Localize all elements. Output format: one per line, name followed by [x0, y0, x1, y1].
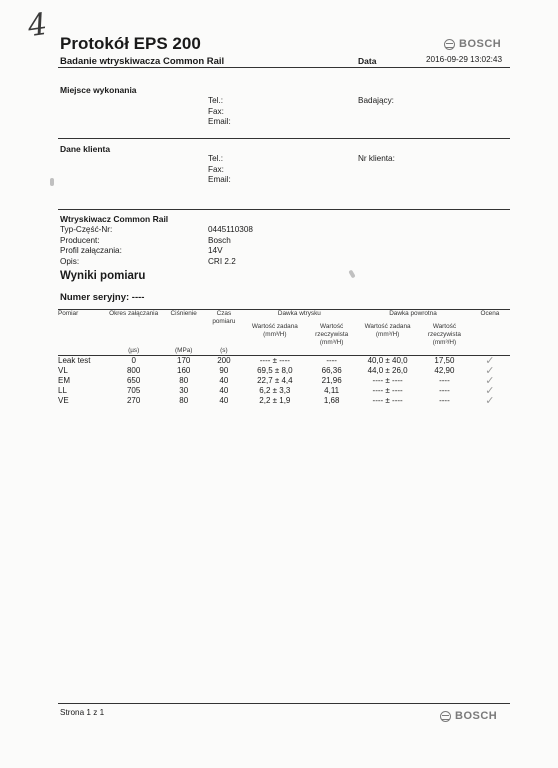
- col-header-powrot-rzecz: Wartość rzeczywista (mm³/H): [427, 323, 461, 346]
- scan-speck: [50, 178, 54, 186]
- injector-producer-value: Bosch: [208, 235, 231, 245]
- client-contact: [208, 154, 231, 186]
- unit-okres: (µs): [105, 347, 162, 356]
- footer-bosch-logo: [440, 710, 497, 722]
- cell-wtrysk-zadana: ---- ± ----: [259, 356, 290, 365]
- location-contact: [208, 96, 231, 128]
- cell-powrot-zadana: ---- ± ----: [372, 386, 403, 395]
- table-row: [58, 356, 510, 367]
- location-fax-label: Fax:: [208, 106, 224, 116]
- cell-wtrysk-rzecz: 1,68: [323, 396, 340, 405]
- handwritten-page-number: 4: [25, 6, 50, 45]
- client-tel-label: Tel.:: [208, 154, 224, 163]
- col-header-wtrysk-zadana: Wartość zadana (mm³/H): [251, 323, 298, 338]
- cell-wtrysk-rzecz: 21,96: [321, 376, 342, 385]
- col-header-wtrysk-rzecz: Wartość rzeczywista (mm³/H): [315, 323, 349, 346]
- cell-okres: 800: [126, 366, 141, 375]
- bosch-logo: [444, 38, 501, 50]
- client-email-label: Email:: [208, 175, 231, 184]
- cell-okres: 0: [131, 356, 136, 365]
- serial-number: Numer seryjny: ----: [60, 292, 145, 303]
- cell-cisnienie: 30: [179, 386, 189, 395]
- unit-cisnienie: (MPa): [162, 347, 205, 356]
- table-row: [58, 366, 510, 376]
- cell-cisnienie: 160: [177, 366, 191, 375]
- cell-cisnienie: 170: [177, 356, 191, 365]
- cell-czas: 200: [217, 356, 231, 365]
- client-fax-label: Fax:: [208, 164, 224, 174]
- scan-speck: [348, 270, 355, 279]
- cell-czas: 90: [219, 366, 229, 375]
- cell-name: EM: [58, 376, 70, 385]
- cell-powrot-zadana: ---- ± ----: [372, 376, 403, 385]
- col-header-dawka-powrotna: Dawka powrotna: [356, 310, 470, 319]
- col-header-pomiar: Pomiar: [58, 310, 105, 348]
- bosch-armature-icon: [444, 39, 455, 50]
- page-number: Strona 1 z 1: [60, 708, 105, 717]
- client-number-label: Nr klienta:: [358, 154, 395, 163]
- date-value: 2016-09-29 13:02:43: [426, 55, 503, 64]
- cell-wtrysk-rzecz: 66,36: [321, 366, 342, 375]
- cell-powrot-rzecz: 17,50: [434, 356, 455, 365]
- cell-wtrysk-rzecz: ----: [326, 356, 337, 365]
- cell-name: Leak test: [58, 356, 91, 365]
- col-header-cisnienie: Ciśnienie: [162, 310, 205, 348]
- check-icon: ✓: [485, 375, 495, 387]
- measurement-table: [58, 309, 510, 406]
- table-header-row: [58, 310, 510, 319]
- cell-cisnienie: 80: [179, 376, 189, 385]
- cell-wtrysk-zadana: 22,7 ± 4,4: [257, 376, 293, 385]
- document-title: Protokół EPS 200: [60, 34, 201, 53]
- cell-powrot-zadana: ---- ± ----: [372, 396, 403, 405]
- bosch-armature-icon: [440, 711, 451, 722]
- examiner-label: Badający:: [358, 96, 394, 105]
- injector-description-label: Opis:: [60, 256, 80, 266]
- cell-wtrysk-zadana: 69,5 ± 8,0: [257, 366, 293, 375]
- injector-field-values: [208, 225, 253, 267]
- results-heading: Wyniki pomiaru: [60, 270, 146, 282]
- date-label: Data: [358, 56, 377, 66]
- cell-okres: 705: [126, 386, 141, 395]
- location-tel-label: Tel.:: [208, 96, 224, 105]
- cell-powrot-rzecz: ----: [439, 386, 450, 395]
- cell-name: VL: [58, 366, 68, 375]
- table-row: [58, 376, 510, 386]
- check-icon: ✓: [485, 395, 495, 407]
- cell-name: LL: [58, 386, 67, 395]
- location-email-label: Email:: [208, 117, 231, 126]
- col-header-ocena: Ocena: [470, 310, 510, 348]
- table-row: [58, 386, 510, 396]
- injector-type-value: 0445110308: [208, 225, 253, 234]
- col-header-powrot-zadana: Wartość zadana (mm³/H): [364, 323, 411, 338]
- footer-divider: [58, 703, 510, 704]
- injector-description-value: CRI 2.2: [208, 256, 236, 266]
- col-header-czas: Czas pomiaru: [205, 310, 242, 348]
- cell-wtrysk-zadana: 2,2 ± 1,9: [259, 396, 291, 405]
- document-subtitle: Badanie wtryskiwacza Common Rail: [60, 56, 225, 67]
- brand-name: BOSCH: [459, 38, 502, 50]
- col-header-dawka-wtrysku: Dawka wtrysku: [243, 310, 357, 319]
- injector-heading: Wtryskiwacz Common Rail: [60, 214, 169, 224]
- injector-producer-label: Producent:: [60, 235, 100, 245]
- client-heading: Dane klienta: [60, 144, 111, 154]
- injector-field-labels: [60, 225, 122, 267]
- cell-name: VE: [58, 396, 69, 405]
- cell-powrot-rzecz: ----: [439, 376, 450, 385]
- injector-type-label: Typ-Część-Nr:: [60, 225, 113, 234]
- unit-czas: (s): [205, 347, 242, 356]
- cell-powrot-rzecz: ----: [439, 396, 450, 405]
- table-units-row: [58, 347, 510, 356]
- header-divider: [58, 67, 510, 68]
- col-header-okres: Okres załączania: [105, 310, 162, 348]
- footer-brand-name: BOSCH: [455, 710, 498, 722]
- cell-okres: 270: [126, 396, 141, 405]
- table-row: [58, 396, 510, 406]
- cell-czas: 40: [219, 396, 229, 405]
- location-heading: Miejsce wykonania: [60, 85, 137, 95]
- cell-wtrysk-rzecz: 4,11: [324, 386, 340, 395]
- location-divider: [58, 138, 510, 139]
- check-icon: ✓: [485, 385, 495, 397]
- cell-czas: 40: [219, 386, 229, 395]
- injector-profile-label: Profil załączania:: [60, 246, 122, 255]
- cell-powrot-zadana: 40,0 ± 40,0: [367, 356, 408, 365]
- cell-wtrysk-zadana: 6,2 ± 3,3: [259, 386, 291, 395]
- cell-okres: 650: [126, 376, 141, 385]
- cell-czas: 40: [219, 376, 229, 385]
- cell-powrot-rzecz: 42,90: [434, 366, 455, 375]
- check-icon: ✓: [485, 365, 495, 377]
- cell-powrot-zadana: 44,0 ± 26,0: [367, 366, 408, 375]
- injector-profile-value: 14V: [208, 246, 223, 255]
- cell-cisnienie: 80: [179, 396, 189, 405]
- check-icon: ✓: [485, 355, 495, 367]
- client-divider: [58, 209, 510, 210]
